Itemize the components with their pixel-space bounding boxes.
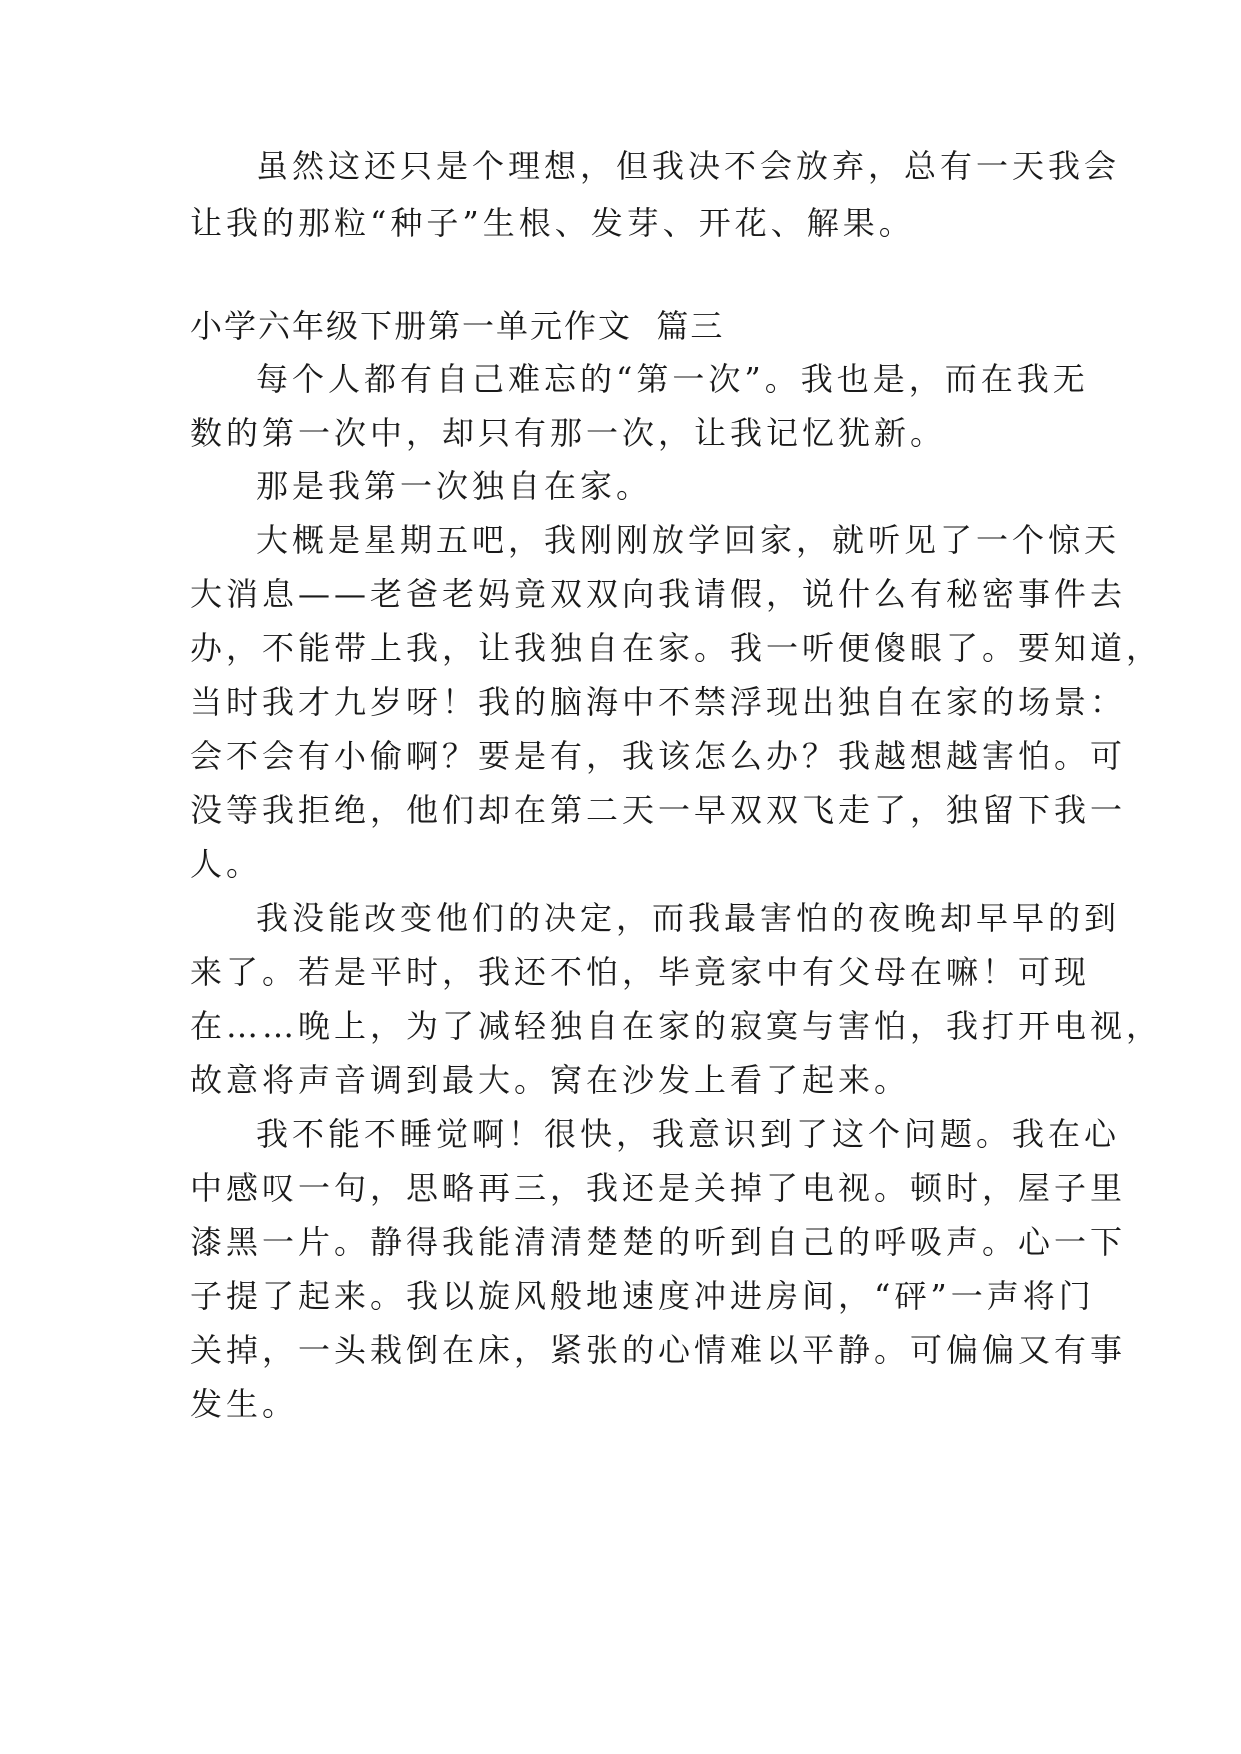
paragraph-3-line-7: 人。 (190, 845, 263, 883)
prev-paragraph-line-1: 虽然这还只是个理想，但我决不会放弃，总有一天我会 (256, 147, 1121, 185)
prev-paragraph-line-2: 让我的那粒“种子”生根、发芽、开花、解果。 (190, 204, 915, 242)
section-title: 小学六年级下册第一单元作文 篇三 (190, 307, 725, 345)
paragraph-3-line-3: 办，不能带上我，让我独自在家。我一听便傻眼了。要知道， (190, 629, 1163, 667)
paragraph-5-line-1: 我不能不睡觉啊！很快，我意识到了这个问题。我在心 (256, 1115, 1121, 1153)
paragraph-3-line-1: 大概是星期五吧，我刚刚放学回家，就听见了一个惊天 (256, 521, 1121, 559)
paragraph-4-line-4: 故意将声音调到最大。窝在沙发上看了起来。 (190, 1061, 911, 1099)
paragraph-4-line-1: 我没能改变他们的决定，而我最害怕的夜晚却早早的到 (256, 899, 1121, 937)
paragraph-4-line-3: 在……晚上，为了减轻独自在家的寂寞与害怕，我打开电视， (190, 1007, 1163, 1045)
paragraph-4-line-2: 来了。若是平时，我还不怕，毕竟家中有父母在嘛！可现 (190, 953, 1091, 991)
paragraph-3-line-4: 当时我才九岁呀！我的脑海中不禁浮现出独自在家的场景： (190, 683, 1127, 721)
paragraph-5-line-4: 子提了起来。我以旋风般地速度冲进房间，“砰”一声将门 (190, 1277, 1095, 1315)
paragraph-3-line-6: 没等我拒绝，他们却在第二天一早双双飞走了，独留下我一 (190, 791, 1127, 829)
paragraph-5-line-5: 关掉，一头栽倒在床，紧张的心情难以平静。可偏偏又有事 (190, 1331, 1127, 1369)
paragraph-2-line-1: 那是我第一次独自在家。 (256, 467, 653, 505)
paragraph-1-line-2: 数的第一次中，却只有那一次，让我记忆犹新。 (190, 414, 947, 452)
paragraph-3-line-2: 大消息——老爸老妈竟双双向我请假，说什么有秘密事件去 (190, 575, 1127, 613)
paragraph-5-line-6: 发生。 (190, 1385, 299, 1423)
paragraph-1-line-1: 每个人都有自己难忘的“第一次”。我也是，而在我无 (256, 360, 1089, 398)
paragraph-5-line-3: 漆黑一片。静得我能清清楚楚的听到自己的呼吸声。心一下 (190, 1223, 1127, 1261)
paragraph-3-line-5: 会不会有小偷啊？要是有，我该怎么办？我越想越害怕。可 (190, 737, 1127, 775)
paragraph-5-line-2: 中感叹一句，思略再三，我还是关掉了电视。顿时，屋子里 (190, 1169, 1127, 1207)
